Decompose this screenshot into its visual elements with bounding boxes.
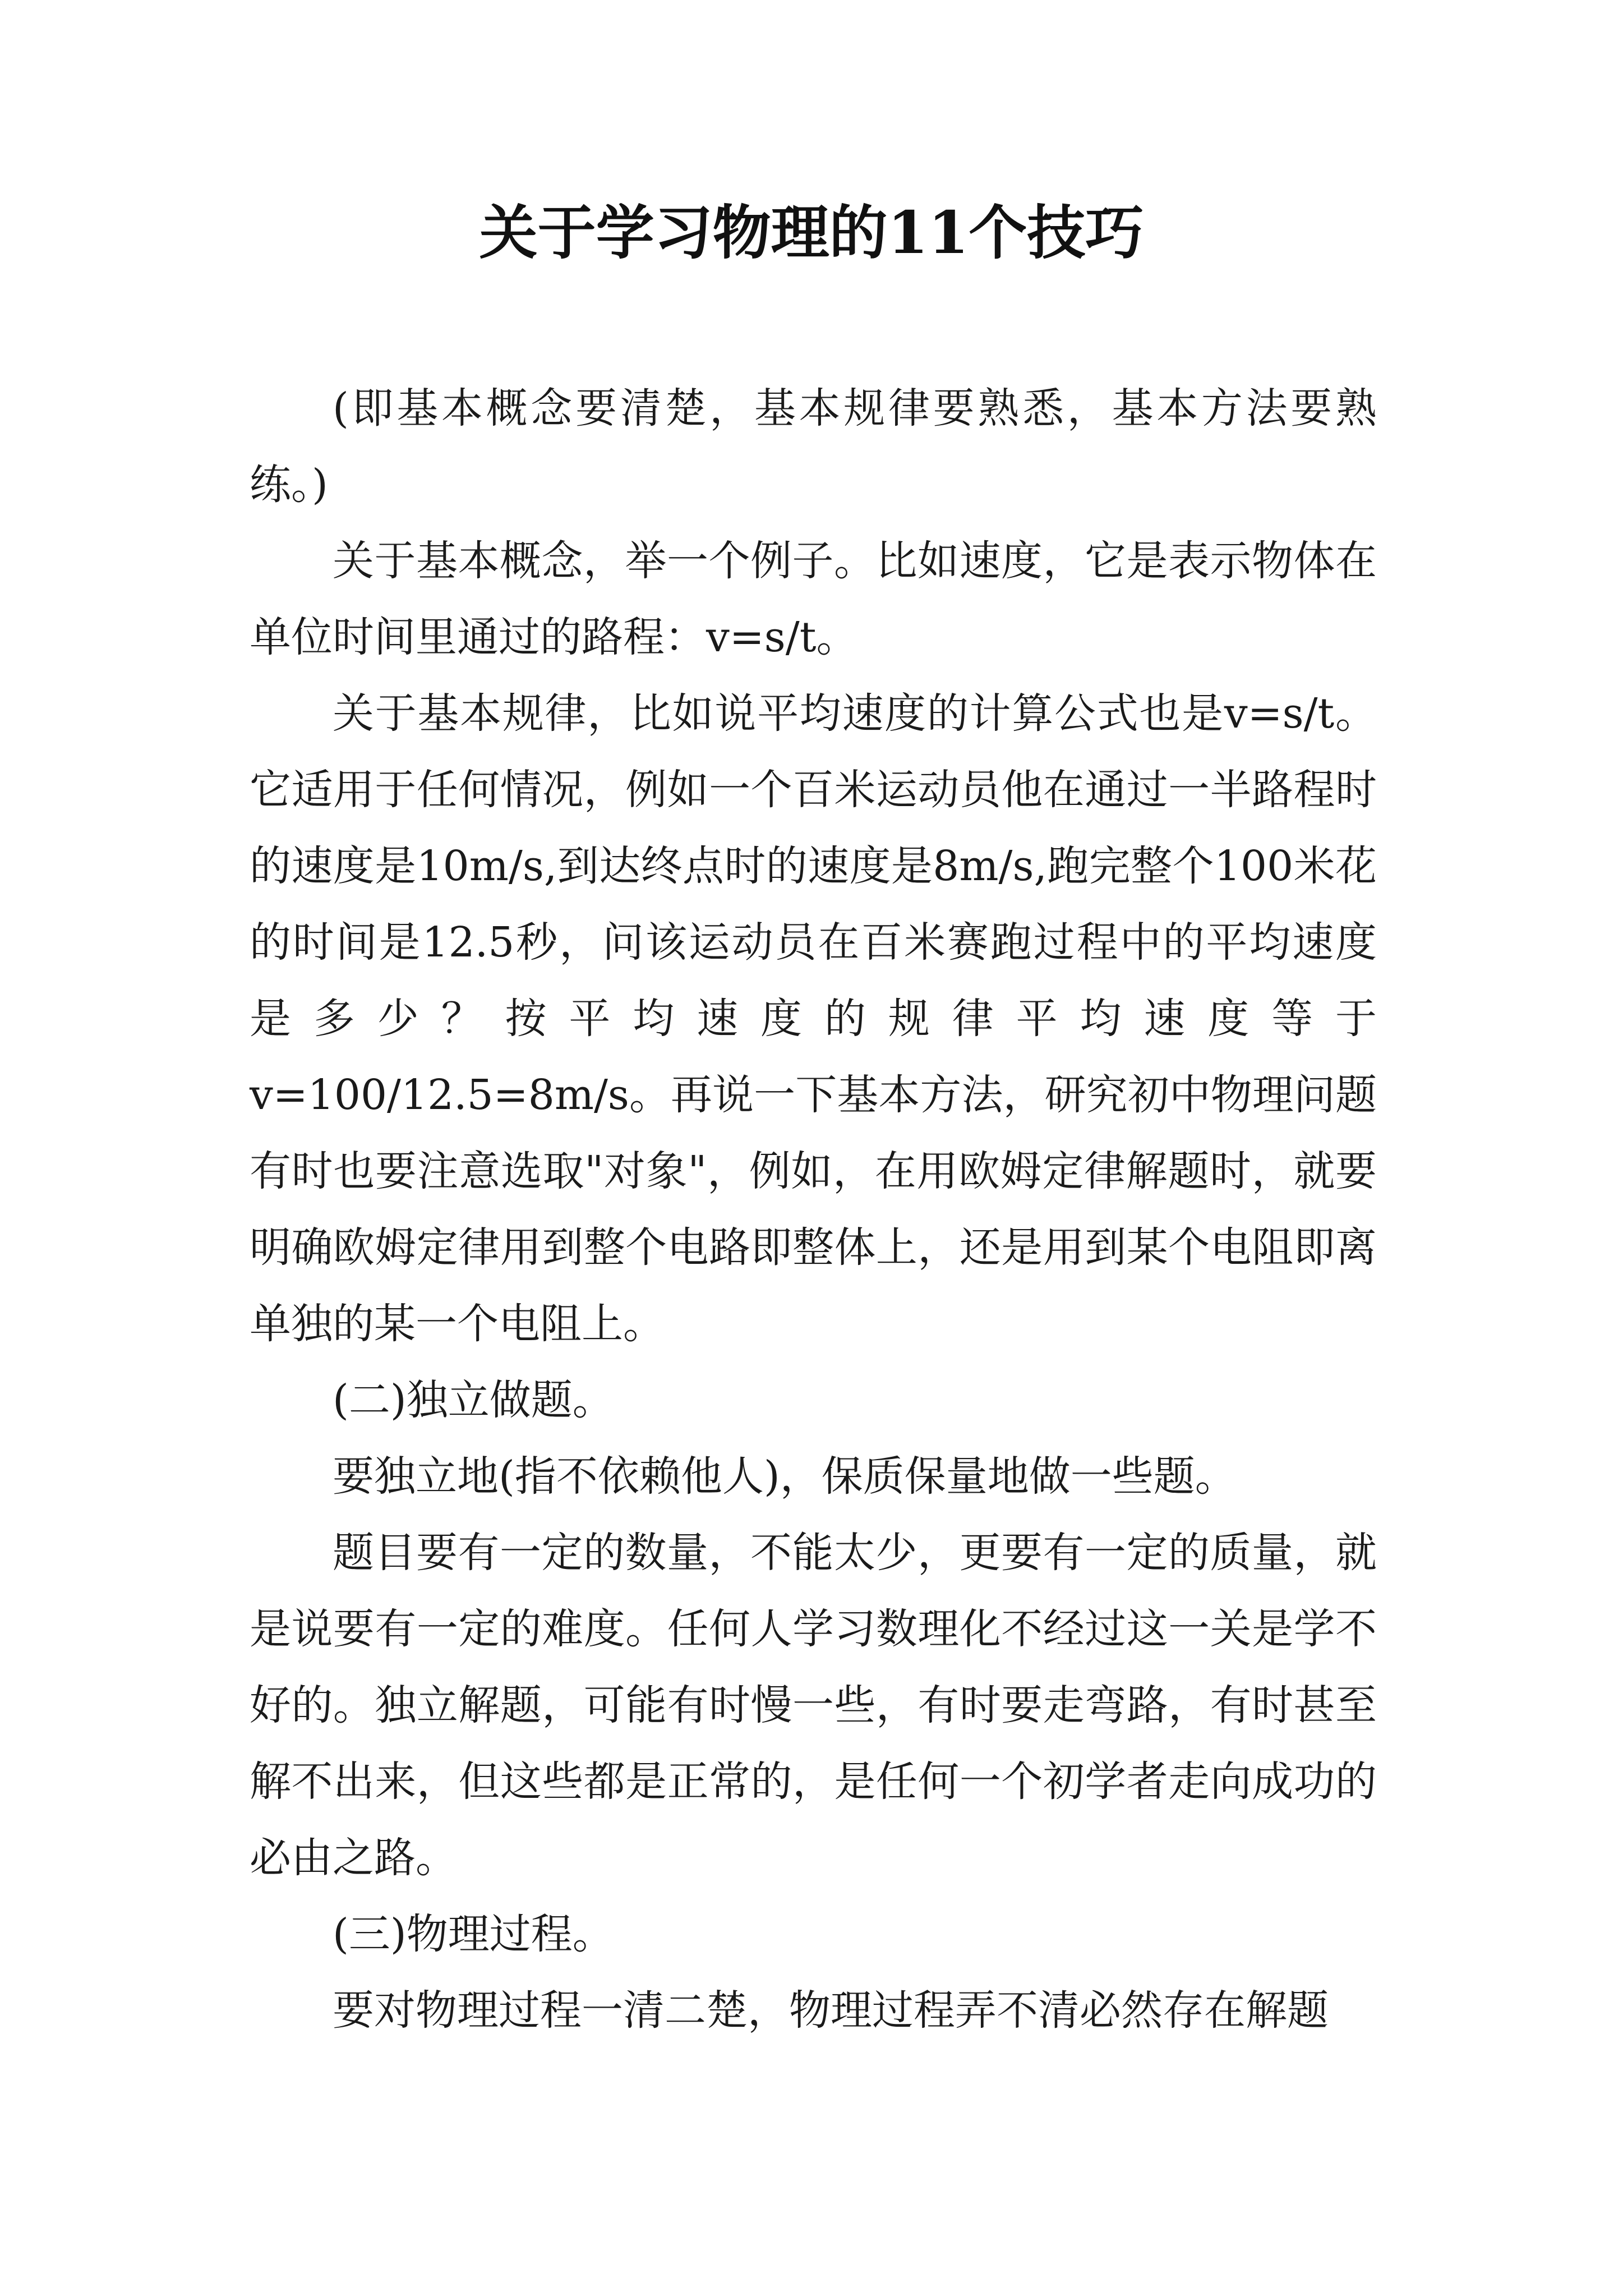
document-body [250, 370, 1377, 2049]
paragraph: 题目要有一定的数量，不能太少，更要有一定的质量，就是说要有一定的难度。任何人学习数理化不经过这一关是学不好的。独立解题，可能有时慢一些，有时要走弯路，有时甚至解不出来，但这些都是正常的，是任何一个初学者走向成功的必由之路。 [250, 1529, 1377, 1882]
section-heading: (三)物理过程。 [333, 1910, 614, 1958]
paragraph: 要对物理过程一清二楚，物理过程弄不清必然存在解题 [333, 1986, 1329, 2035]
paragraph: 要独立地(指不依赖他人)，保质保量地做一些题。 [333, 1452, 1237, 1501]
page-title: 关于学习物理的11个技巧 [479, 198, 1144, 267]
paragraph: 关于基本规律，比如说平均速度的计算公式也是v=s/t。它适用于任何情况，例如一个百米运动员他在通过一半路程时的速度是10m/s,到达终点时的速度是8m/s,跑完整个100米花的时间是12.5秒，问该运动员在百米赛跑过程中的平均速度是多少？按平均速度的规律平均速度等于v=100/12.5=8m/s。再说一下基本方法，研究初中物理问题有时也要注意选取"对象"，例如，在用欧姆定律解题时，就要明确欧姆定律用到整个电路即整体上，还是用到某个电阻即离单独的某一个电阻上。 [250, 689, 1377, 1348]
paragraph: 关于基本概念，举一个例子。比如速度，它是表示物体在单位时间里通过的路程：v=s/t。 [250, 537, 1377, 661]
paragraph: (即基本概念要清楚，基本规律要熟悉，基本方法要熟练。) [250, 384, 1377, 509]
section-heading: (二)独立做题。 [333, 1376, 614, 1424]
